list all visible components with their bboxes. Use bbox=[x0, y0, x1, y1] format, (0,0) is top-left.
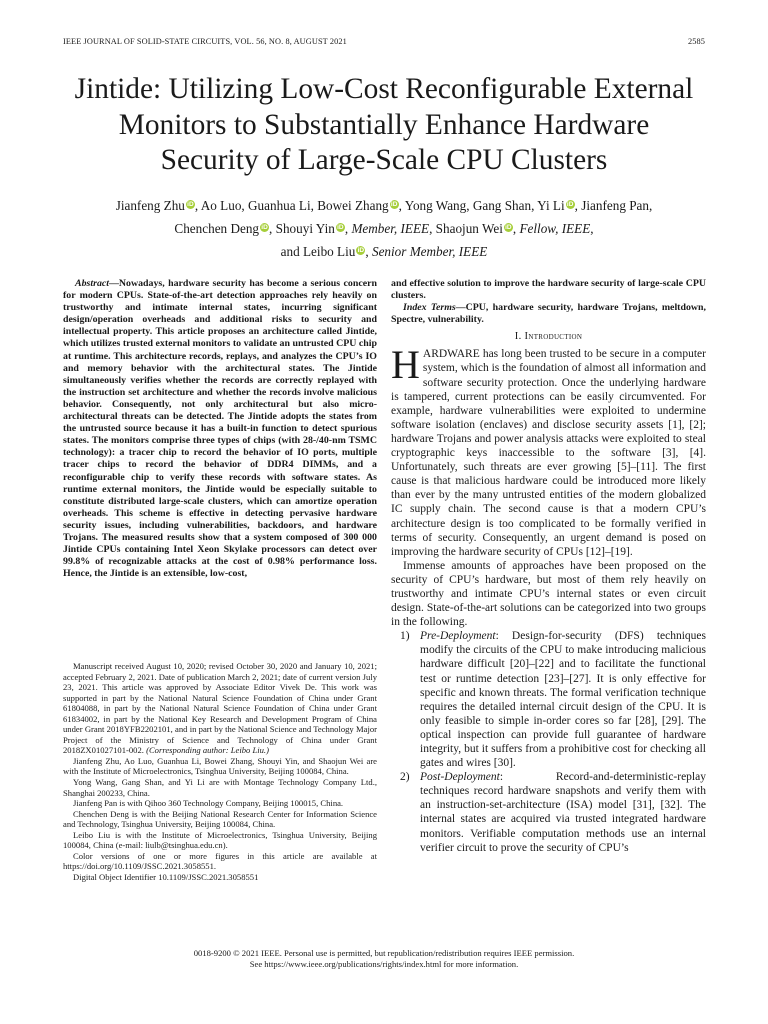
footnote-affiliation: Chenchen Deng is with the Beijing National Research Center for Information Science and Technology, Tsinghua University, Beijing 100084, China. bbox=[63, 808, 377, 830]
orcid-icon[interactable]: iD bbox=[505, 224, 512, 231]
index-terms-label: Index Terms bbox=[403, 302, 456, 314]
page-number: 2585 bbox=[688, 37, 705, 46]
footnote-color-note: Color versions of one or more figures in this article are available at https://doi.org/10.1109/JSSC.2021.3058551. bbox=[63, 850, 377, 872]
author-name: Chenchen Deng bbox=[174, 221, 260, 236]
abstract-continuation: and effective solution to improve the hardware security of large-scale CPU clusters. bbox=[391, 278, 706, 302]
author-line-3 bbox=[40, 240, 728, 263]
paragraph-text: ARDWARE has long been trusted to be secure in a computer system, which is the foundation of almost all information and software security protection. Once the underlying hardware is tampered, current protections can be easily circumvented. For example, hardware vulnerabilities were exploited to undermine software isolation (enclaves) and disclose security assets [1], [2]; hardware Trojans and power analysis attacks were exploited to steal cryptographic keys inaccessible to the software [3], [4]. Unfortunately, such threats are ever growing [5]–[11]. The first cause is that malicious hardware could be introduced more likely than ever by the many untrusted entities of the modern globalized IC supply chain. The second cause is that a modern CPU’s architecture design is too complicated to be formally verified in terms of security. Consequently, an urgent demand is posed on improving the hardware security of CPUs [12]–[19]. bbox=[391, 348, 706, 558]
author-name: , Yong Wang, Gang Shan, Yi Li bbox=[398, 198, 565, 213]
abstract-label: Abstract bbox=[75, 278, 110, 289]
author-name: and Leibo Liu bbox=[280, 244, 356, 259]
list-number: 2) bbox=[400, 771, 410, 784]
author-separator: , bbox=[365, 244, 372, 259]
intro-paragraph-1 bbox=[391, 342, 706, 558]
index-terms-dash: — bbox=[455, 302, 466, 314]
section-title: Introduction bbox=[524, 331, 583, 343]
index-terms-text: CPU, hardware security, hardware Trojans, meltdown, Spectre, vulnerability. bbox=[391, 302, 706, 326]
copyright-notice bbox=[63, 948, 705, 969]
author-line-2 bbox=[40, 217, 728, 240]
author-name: , Shaojun Wei bbox=[429, 221, 503, 236]
author-membership: Member, IEEE bbox=[351, 221, 430, 236]
abstract-dash: — bbox=[109, 278, 119, 289]
section-heading bbox=[391, 330, 706, 344]
orcid-icon[interactable]: iD bbox=[390, 201, 398, 208]
paper-title bbox=[40, 72, 728, 179]
author-name: , Shouyi Yin bbox=[269, 221, 335, 236]
drop-cap: H bbox=[391, 342, 420, 388]
author-separator: , bbox=[590, 221, 594, 236]
running-head bbox=[63, 37, 705, 51]
copyright-line-1: 0018-9200 © 2021 IEEE. Personal use is permitted, but republication/redistribution requires IEEE permission. bbox=[193, 948, 575, 958]
title-line-2: Monitors to Substantially Enhance Hardware bbox=[118, 108, 650, 141]
footnote-affiliation: Leibo Liu is with the Institute of Microelectronics, Tsinghua University, Beijing 100084, China (e-mail: liulb@tsinghua.edu.cn). bbox=[63, 829, 377, 851]
title-line-3: Security of Large-Scale CPU Clusters bbox=[160, 144, 608, 176]
footnote-doi: Digital Object Identifier 10.1109/JSSC.2021.3058551 bbox=[73, 871, 259, 882]
author-separator: , bbox=[344, 221, 352, 236]
orcid-icon[interactable]: iD bbox=[187, 201, 194, 208]
copyright-line-2: See https://www.ieee.org/publications/rights/index.html for more information. bbox=[249, 958, 519, 969]
author-line-1 bbox=[40, 194, 728, 217]
intro-paragraph-2: Immense amounts of approaches have been proposed on the security of CPU’s hardware, but most of them rely heavily on trustworthy and intimate CPU’s internal states or even circuit design. State-of-the-art solutions can be categorized into two groups in the following. bbox=[391, 559, 706, 629]
author-list bbox=[40, 194, 728, 263]
footnote-affiliation: Yong Wang, Gang Shan, and Yi Li are with Montage Technology Company Ltd., Shanghai 200233, China. bbox=[63, 777, 377, 798]
footnote-text: Manuscript received August 10, 2020; revised October 30, 2020 and January 10, 2021; accepted February 2, 2021. Date of publication March 2, 2021; date of current version July 23, 2021. This article was approved by Associate Editor Vivek De. This work was supported in part by the National Natural Science Foundation of China under Grant 61804088, in part by the National Natural Science Foundation of China under Grant 61834002, in part by the National Key Research and Development Program of China under Grant 2018YFB2202101, and in part by the National Science and Technology Major Project of the Ministry of Science and Technology of China under Grant 2018ZX01027101-002. bbox=[63, 661, 377, 756]
list-item-label: Pre-Deployment bbox=[420, 630, 496, 643]
right-column bbox=[391, 278, 706, 855]
footnote-affiliation: Jianfeng Pan is with Qihoo 360 Technology Company, Beijing 100015, China. bbox=[73, 798, 344, 809]
footnote-manuscript bbox=[63, 661, 377, 756]
footnotes bbox=[63, 661, 377, 882]
approach-list bbox=[391, 629, 706, 855]
abstract-text: Nowadays, hardware security has become a serious concern for modern CPUs. State-of-the-art detection approaches rely heavily on trustworthy and intimate internal states, incurring significant design/operation overheads and additional risks to security and intellectual property. This article proposes an architecture called Jintide, which utilizes trusted external monitors to validate an untrusted CPU chip at runtime. This architecture records, replays, and analyzes the CPU’s IO and memory behavior with the architectural states. The Jintide simultaneously verifies whether the records are correctly replayed with the instruction set architecture and whether the records involve malicious behavior. Consequently, not only architectural but also micro-architectural threats can be detected. The Jintide adopts the states from the untrusted source because it has a built-in function to detect spurious states. The monitors comprise three types of chips (with 28-/40-nm TSMC technology): a tracer chip to record the behavior of IO ports, multiple tracer chips to record the behavior of DDR4 DIMMs, and a reconfigurable chip to verify these records with software states. As runtime external monitors, the Jintide would be especially suitable to constitute distributed large-scale clusters, which can amortize operation overheads. This scheme is effective in detecting pervasive hardware security issues, including vulnerabilities, backdoors, and hardware Trojans. The measured results show that a system composed of 300 000 Jintide CPUs containing Intel Xeon Skylake processors can detect over 99.8% of recognizable attacks at the cost of 0.98% performance loss. Hence, the Jintide is an extensible, low-cost, bbox=[63, 278, 377, 580]
left-column bbox=[63, 278, 377, 580]
list-item-text: : Record-and-deterministic-replay techniques record hardware snapshots and verify them with an instruction-set-architecture (ISA) model [31], [32]. The internal states are acquired via trusted integrated hardware monitors. Verifiable computation methods use an internal verifier circuit to prove the security of CPU’s bbox=[420, 771, 706, 854]
index-terms bbox=[391, 302, 706, 326]
orcid-icon[interactable]: iD bbox=[337, 224, 344, 231]
author-membership: Senior Member, IEEE bbox=[371, 244, 488, 259]
author-name: , Jianfeng Pan, bbox=[574, 198, 653, 213]
author-separator: , bbox=[512, 221, 520, 236]
list-item bbox=[391, 770, 706, 855]
section-number: I. bbox=[514, 331, 522, 343]
list-item bbox=[391, 629, 706, 770]
abstract bbox=[63, 278, 377, 580]
author-membership: Fellow, IEEE bbox=[519, 221, 591, 236]
corresponding-author: (Corresponding author: Leibo Liu.) bbox=[146, 745, 269, 756]
orcid-icon[interactable]: iD bbox=[357, 247, 365, 254]
list-item-text: : Design-for-security (DFS) techniques modify the circuits of the CPU to make introducing malicious hardware difficult [20]–[22] and to facilitate the functional test or runtime detection [23]–[27]. It is only effective for specific and known threats. The formal verification technique requires the detailed internal circuit design of the CPU. It is only feasible to simple in-order cores so far [28], [29]. The optical inspection can provide full guarantee of hardware integrity, but it suffers from a prohibitive cost for checking all gates and wires [30]. bbox=[420, 630, 706, 770]
orcid-icon[interactable]: iD bbox=[566, 201, 574, 208]
list-number: 1) bbox=[400, 630, 410, 643]
footnote-affiliation: Jianfeng Zhu, Ao Luo, Guanhua Li, Bowei Zhang, Shouyi Yin, and Shaojun Wei are with the Institute of Microelectronics, Tsinghua University, Beijing 100084, China. bbox=[63, 755, 377, 777]
list-item-label: Post-Deployment bbox=[420, 771, 500, 784]
author-name: , Ao Luo, Guanhua Li, Bowei Zhang bbox=[194, 198, 389, 213]
title-line-1: Jintide: Utilizing Low-Cost Reconfigurable External bbox=[74, 73, 694, 105]
orcid-icon[interactable]: iD bbox=[261, 224, 268, 231]
journal-citation: IEEE JOURNAL OF SOLID-STATE CIRCUITS, VOL. 56, NO. 8, AUGUST 2021 bbox=[63, 37, 347, 46]
author-name: Jianfeng Zhu bbox=[115, 198, 185, 213]
